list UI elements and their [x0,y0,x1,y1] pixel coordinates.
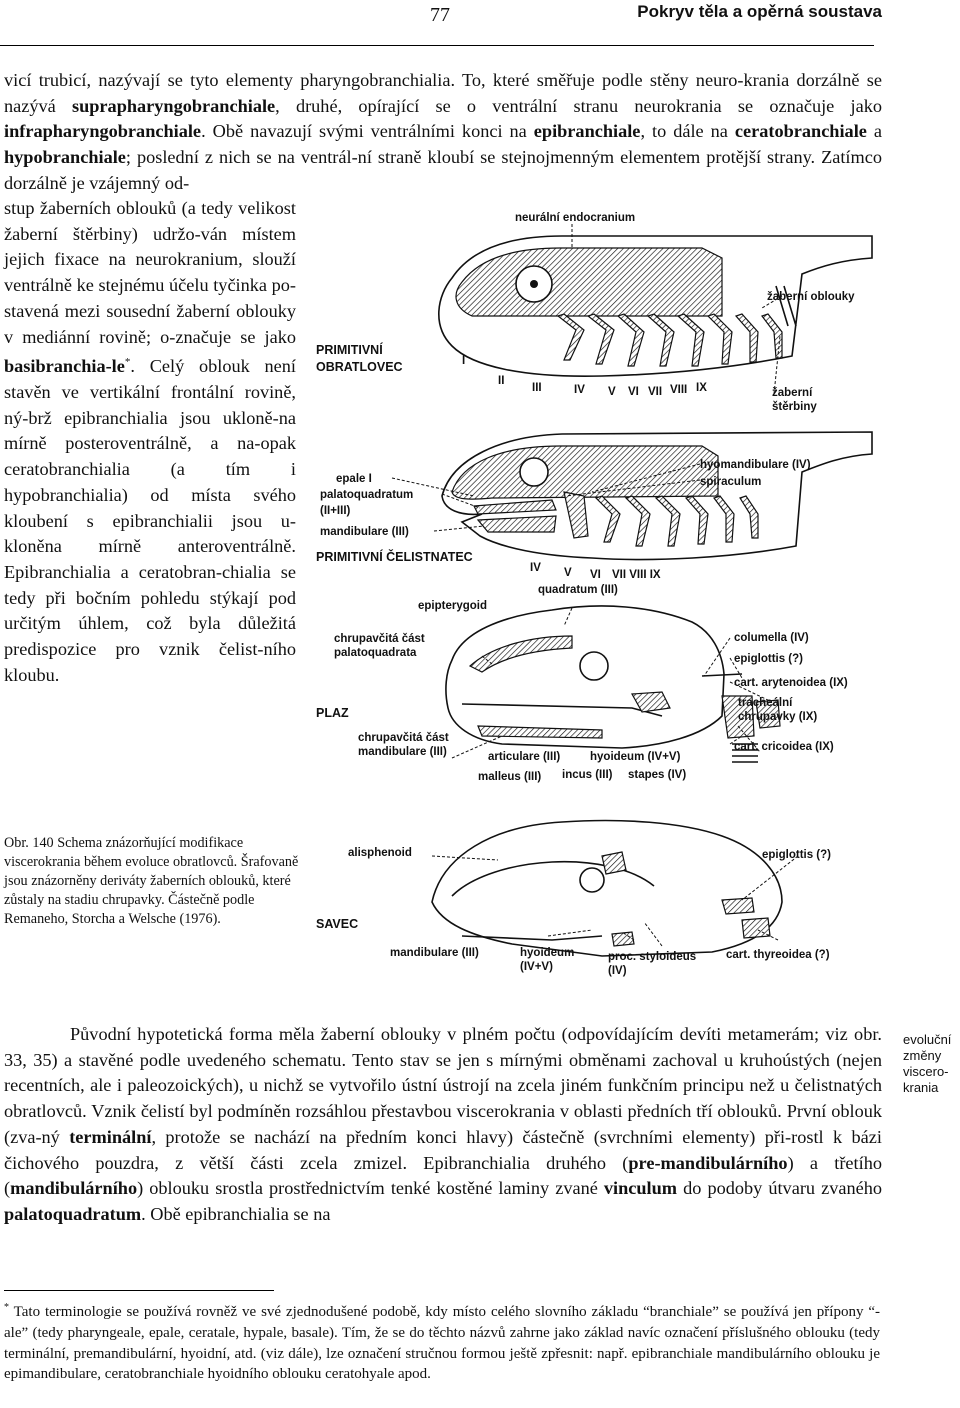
drawing-primitive-vertebrate [316,212,872,413]
label-gill-arches: žaberní oblouky [767,291,855,303]
label-malleus: malleus (III) [478,771,542,783]
label-palatoquadratum-num: (II+III) [320,505,351,517]
label-g-5: V [564,567,572,579]
drawing-mammal [316,821,831,977]
evolution-viscerocranium-figure [302,196,882,986]
label-primitive-gnathostome: PRIMITIVNÍ ČELISTNATEC [316,550,473,564]
label-hyoideum-mammal-1: hyoideum [520,947,575,959]
footnote: * Tato terminologie se používá rovněž ve své zjednodušené podobě, kdy místo celého slovního základu “branchiale” se používá jen přípony “-ale” (tedy pharyngeale, epale, ceratale, hypale, basale). Tím, že se do těchto názvů zahrne jako základ navíc označení příslušného oblouku (tedy terminální, premandibulární, hyoidní, atd. (viz dále), lze označení stručnou formou ještě zpřesnit: např. epibranchiale mandibulárního oblouku je epimandibulare, ceratobranchiale hyoidního oblouku ceratohyale apod. [4,1302,880,1383]
label-neural-endocranium: neurální endocranium [515,212,636,224]
figure-caption: Obr. 140 Schema znázorňující modifikace viscerokrania během evoluce obratlovců. Šrafovaně jsou znázorněny deriváty žaberních oblouků, které zůstaly na stadiu chrupavky. Částečně podle Remaneho, Storcha a Welsche (1976). [4,835,299,927]
label-roman-6: VI [628,386,639,398]
label-roman-8: VIII [670,384,688,396]
label-epale: epale I [336,473,372,485]
label-primitive-vertebrate-1: PRIMITIVNÍ [316,343,383,357]
label-cricoidea: cart. cricoidea (IX) [734,741,834,753]
label-palatoquadratum: palatoquadratum [320,489,414,501]
label-epiglottis-mammal: epiglottis (?) [762,849,831,861]
label-roman-9: IX [696,382,707,394]
label-roman-1: I [462,355,466,367]
label-g-4: IV [530,562,541,574]
label-chr-md-1: chrupavčitá část [358,732,449,744]
label-spiraculum: spiraculum [700,476,762,488]
paragraph-3: Původní hypotetická forma měla žaberní oblouky v plném počtu (odpovídajícím devíti metamerám; viz obr. 33, 35) a stavěné podle uvedeného schematu. Tento stav se jen s mírnými obměnami zachoval u kruhoústých (nejen recentních, ale i paleozoických), u nichž se vytvořilo ústní ústrojí na zcela jiném funkčním principu než u čelistnatých obratlovců. Vznik čelistí byl podmíněn rozsáhlou přestavbou viscerokrania v oblasti předních tří oblouků. První oblouk (zva-ný terminální, protože se nachází na předním konci hlavy) částečně (svrchními elementy) při-rostl k bázi čichového pouzdra, z větší části zcela zmizel. Epibranchialia druhého (pre-mandibulárního) a třetího (mandibulárního) oblouku srostla prostřednictvím tenké kostěné laminy zvané vinculum do podoby útvaru zvaného palatoquadratum. Obě epibranchialia se na [4,1024,883,1224]
label-quadratum: quadratum (III) [538,584,618,596]
label-mammal: SAVEC [316,917,359,931]
label-hyoideum-reptile: hyoideum (IV+V) [590,751,681,763]
label-roman-4: IV [574,384,585,396]
label-hyomandibulare: hyomandibulare (IV) [700,459,811,471]
margin-note: evoluční změny viscero-krania [903,1032,952,1095]
label-epiglottis-reptile: epiglottis (?) [734,653,803,665]
label-gill-slits-2: štěrbiny [772,401,817,413]
label-mandibulare: mandibulare (III) [320,526,409,538]
label-columella: columella (IV) [734,632,809,644]
label-arytenoidea: cart. arytenoidea (IX) [734,677,848,689]
label-chr-pq-1: chrupavčitá část [334,633,425,645]
footnote-rule [4,1290,274,1291]
label-incus: incus (III) [562,769,613,781]
page-number: 77 [430,4,450,26]
label-chr-md-2: mandibulare (III) [358,746,447,758]
label-styloideus-2: (IV) [608,965,627,977]
label-chr-pq-2: palatoquadrata [334,647,417,659]
label-tracheal-2: chrupavky (IX) [738,711,818,723]
label-articulare: articulare (III) [488,751,561,763]
label-roman-7: VII [648,386,663,398]
label-g-789: VII VIII IX [612,569,661,581]
label-gill-slits-1: žaberní [772,387,813,399]
paragraph-2: stup žaberních oblouků (a tedy velikost žaberní štěrbiny) udržo-ván místem jejich fixace na neurokranium, slouží ventrálně ke stejnému účelu tyčinka po-stavená mezi sousední žaberní oblouky v mediánní rovině; o-značuje se jako basibranchia-le*. Celý oblouk není stavěn ve vertikální frontální rovině, ný-brž epibranchialia jsou ukloně-na mírně posteroventrálně, a na-opak ceratobranchialia (a tím i hypobranchialia) od místa svého kloubení s epibranchialii jsou u-kloněna mírně anteroventrálně. Epibranchialia a ceratobran-chialia se tedy při bočním pohledu stýkají pod určitým úhlem, což byla důležitá predispozice pro vznik čelist-ního kloubu. [4,198,296,685]
paragraph-1: vicí trubicí, nazývají se tyto elementy pharyngobranchialia. To, které směřuje podle stěny neuro-krania dorzálně se nazývá suprapharyngobranchiale, druhé, opírající se o ventrální stranu neurokrania se označuje jako infrapharyngobranchiale. Obě navazují svými ventrálními konci na epibranchiale, to dále na ceratobranchiale a hypobranchiale; poslední z nich se na ventrál-ní straně kloubí se stejnojmenným elementem protější strany. Zatímco dorzálně je vzájemný od- [4,70,882,193]
label-mandibulare-mammal: mandibulare (III) [390,947,479,959]
drawing-primitive-gnathostome [316,432,872,581]
label-epipterygoid: epipterygoid [418,600,488,612]
label-roman-3: III [532,382,542,394]
label-roman-5: V [608,386,616,398]
label-alisphenoid: alisphenoid [348,847,412,859]
label-g-6: VI [590,569,601,581]
label-thyreoidea: cart. thyreoidea (?) [726,949,830,961]
drawing-reptile [316,584,848,783]
label-tracheal-1: tracheální [738,697,793,709]
header-rule [0,45,874,46]
label-stapes: stapes (IV) [628,769,687,781]
label-reptile: PLAZ [316,706,349,720]
running-title: Pokryv těla a opěrná soustava [637,2,882,21]
label-primitive-vertebrate-2: OBRATLOVEC [316,360,403,374]
label-styloideus-1: proc. styloideus [608,951,697,963]
label-roman-2: II [498,375,505,387]
label-hyoideum-mammal-2: (IV+V) [520,961,553,973]
